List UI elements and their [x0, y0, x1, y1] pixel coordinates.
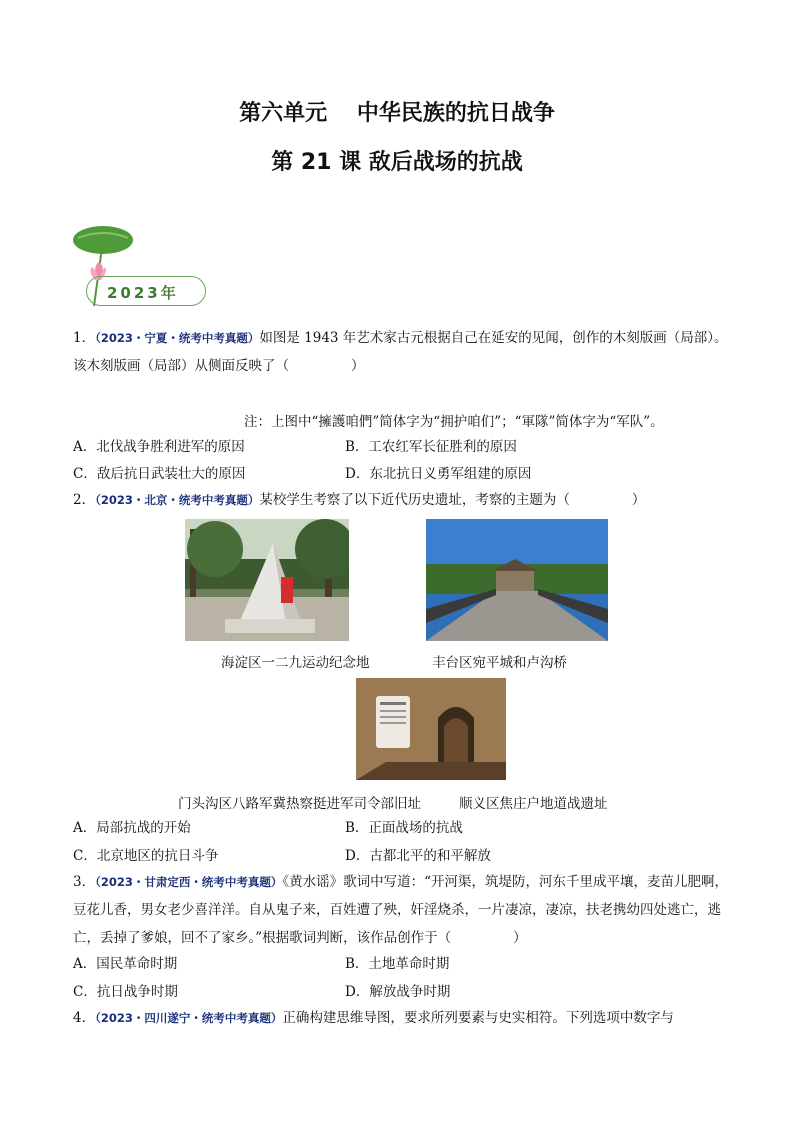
unit-title: 第六单元 中华民族的抗日战争	[239, 101, 555, 126]
question-2	[73, 486, 733, 514]
caption-1: 海淀区一二九运动纪念地	[221, 655, 370, 671]
option-b[interactable]: B．土地革命时期	[345, 956, 450, 972]
question-paren: ）	[513, 930, 527, 946]
question-paren: ）	[631, 492, 646, 508]
option-d[interactable]: D．东北抗日义勇军组建的原因	[345, 466, 532, 482]
caption-4: 顺义区焦庄户地道战遗址	[459, 796, 608, 812]
question-1	[73, 324, 733, 380]
bridge-photo	[426, 519, 608, 641]
caption-2: 丰台区宛平城和卢沟桥	[432, 655, 567, 671]
question-paren: ）	[351, 358, 365, 374]
year-badge-label: 2023年	[107, 284, 179, 302]
question-number: 3．	[73, 874, 96, 890]
question-3	[73, 868, 733, 952]
option-c[interactable]: C．抗日战争时期	[73, 984, 178, 1000]
question-text: 如图是 1943 年艺术家古元根据自己在延安的见闻，创作的木刻版画（局部）。该木刻版画（局部）从侧面反映了（	[73, 330, 728, 374]
option-d[interactable]: D．古都北平的和平解放	[345, 848, 491, 864]
question-number: 4．	[73, 1010, 96, 1026]
question-4	[73, 1004, 733, 1032]
question-source: （2023・北京・统考中考真题）	[95, 493, 260, 507]
option-c[interactable]: C．敌后抗日武装壮大的原因	[73, 466, 246, 482]
question-number: 1．	[73, 330, 96, 346]
option-b[interactable]: B．工农红军长征胜利的原因	[345, 439, 517, 455]
option-a[interactable]: A．局部抗战的开始	[73, 820, 191, 836]
tunnel-photo	[356, 678, 506, 780]
option-a[interactable]: A．北伐战争胜利进军的原因	[73, 439, 245, 455]
option-b[interactable]: B．正面战场的抗战	[345, 820, 463, 836]
question-text: 《黄水谣》歌词中写道：“开河渠，筑堤防，河东千里成平壤，麦苗儿肥啊，豆花儿香，男女老少喜洋洋。自从鬼子来，百姓遭了殃，奸淫烧杀，一片凄凉，凄凉，扶老携幼四处逃亡，逃亡，丢掉了爹娘，回不了家乡。”根据歌词判断，该作品创作于（	[73, 874, 729, 946]
question-source: （2023・甘肃定西・统考中考真题）	[95, 875, 283, 889]
question-note: 注：上图中“擁護咱們”简体字为“拥护咱们”；“軍隊”简体字为“军队”。	[244, 414, 664, 430]
question-source: （2023・宁夏・统考中考真题）	[95, 331, 260, 345]
question-text: 正确构建思维导图，要求所列要素与史实相符。下列选项中数字与	[282, 1010, 674, 1026]
option-c[interactable]: C．北京地区的抗日斗争	[73, 848, 219, 864]
question-number: 2．	[73, 492, 96, 508]
lesson-title: 第 21 课 敌后战场的抗战	[271, 150, 523, 175]
option-d[interactable]: D．解放战争时期	[345, 984, 451, 1000]
question-text: 某校学生考察了以下近代历史遗址，考察的主题为（	[259, 492, 570, 508]
caption-3: 门头沟区八路军冀热察挺进军司令部旧址	[178, 796, 421, 812]
option-a[interactable]: A．国民革命时期	[73, 956, 178, 972]
memorial-photo	[185, 519, 349, 641]
question-source: （2023・四川遂宁・统考中考真题）	[95, 1011, 283, 1025]
year-badge	[86, 276, 206, 306]
